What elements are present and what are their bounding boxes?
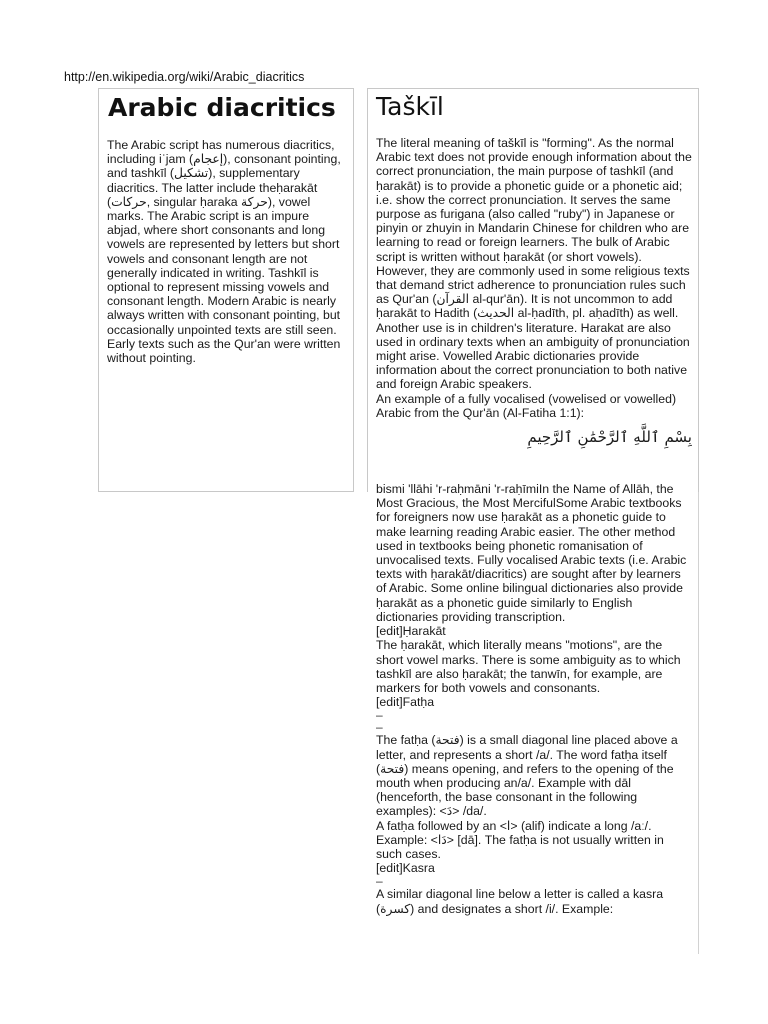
heading-fatha: [edit]Fatḥa — [376, 695, 435, 710]
right-column — [376, 136, 692, 954]
paragraph-example-intro: An example of a fully vocalised (vowelised or vowelled) Arabic from the Qur'ān (Al-Fatiha 1:1): — [376, 391, 677, 420]
left-title: Arabic diacritics — [108, 93, 336, 122]
paragraph-kasra: A similar diagonal line below a letter is called a kasra (كسرة) and designates a short /i/. Example: — [376, 887, 664, 916]
paragraph-transliteration: bismi 'llāhi 'r-raḥmāni 'r-raḥīmiIn the Name of Allāh, the Most Gracious, the Most MercifulSome Arabic textbooks for foreigners now use ḥarakāt as a phonetic guide to make learning reading Arabic easier. The other method used in textbooks being phonetic romanisation of unvocalised texts. Fully vocalised Arabic texts (i.e. Arabic texts with ḥarakāt/diacritics) are sought after by learners of Arabic. Some online bilingual dictionaries also provide ḥarakāt as a phonetic guide similarly to English dictionaries providing transcription. — [376, 482, 687, 624]
right-panel-edge — [698, 492, 699, 954]
paragraph-fatha: The fatḥa (فتحة) is a small diagonal line placed above a letter, and represents a short /a/. The word fatḥa itself (فتحة) means opening, and refers to the opening of the mouth when producing an/a/. Example with dāl (henceforth, the base consonant in the following examples): <دَ> /da/. — [376, 733, 678, 819]
kasra-mark: – — [376, 874, 383, 889]
heading-kasra: [edit]Kasra — [376, 861, 435, 876]
right-title: Taškīl — [376, 92, 444, 121]
fatha-mark: – — [376, 708, 383, 723]
paragraph-harakat: The ḥarakāt, which literally means "motions", are the short vowel marks. There is some ambiguity as to which tashkīl are also ḥarakāt; the tanwīn, for example, are markers for both vowels and consonants. — [376, 638, 681, 695]
page-url: http://en.wikipedia.org/wiki/Arabic_diacritics — [64, 70, 305, 84]
heading-harakat: [edit]Ḥarakāt — [376, 624, 446, 639]
paragraph-taskil-meaning: The literal meaning of taškīl is "forming". As the normal Arabic text does not provide enough information about the correct pronunciation, the main purpose of tashkīl (and ḥarakāt) is to provide a phonetic guide or a phonetic aid; i.e. show the correct pronunciation. It serves the same purpose as furigana (also called "ruby") in Japanese or pinyin or zhuyin in Mandarin Chinese for children who are learning to read or foreign learners. The bulk of Arabic script is written without ḥarakāt (or short vowels). However, they are commonly used in some religious texts that demand strict adherence to pronunciation rules such as Qur'an (القرآن al-qur'ān). It is not uncommon to add ḥarakāt to Hadith (الحديث al-ḥadīth, pl. aḥadīth) as well. Another use is in children's literature. Harakat are also used in ordinary texts when an ambiguity of pronunciation might arise. Vowelled Arabic dictionaries provide information about the correct pronunciation to both native and foreign Arabic speakers. — [376, 136, 692, 392]
left-panel — [98, 88, 354, 492]
left-paragraph: The Arabic script has numerous diacritics, including iʿjam (إعجام), consonant pointing, and tashkīl (تشكيل), supplementary diacritics. The latter include theḥarakāt (حركات, singular ḥaraka حركة), vowel marks. The Arabic script is an impure abjad, where short consonants and long vowels are represented by letters but short vowels and consonant length are not generally indicated in writing. Tashkīl is optional to represent missing vowels and consonant length. Modern Arabic is nearly always written with consonant pointing, but occasionally unpointed texts are still seen. Early texts such as the Qur'an were written without pointing. — [107, 138, 341, 366]
arabic-verse: بِسْمِ ٱللَّهِ ٱلرَّحْمَٰنِ ٱلرَّحِيمِ — [527, 428, 692, 447]
fatha-mark-2: – — [376, 720, 383, 735]
paragraph-fatha-long: A fatḥa followed by an <ا> (alif) indicate a long /aː/. Example: <دَا> [dā]. The fatḥa is not usually written in such cases. — [376, 818, 664, 861]
